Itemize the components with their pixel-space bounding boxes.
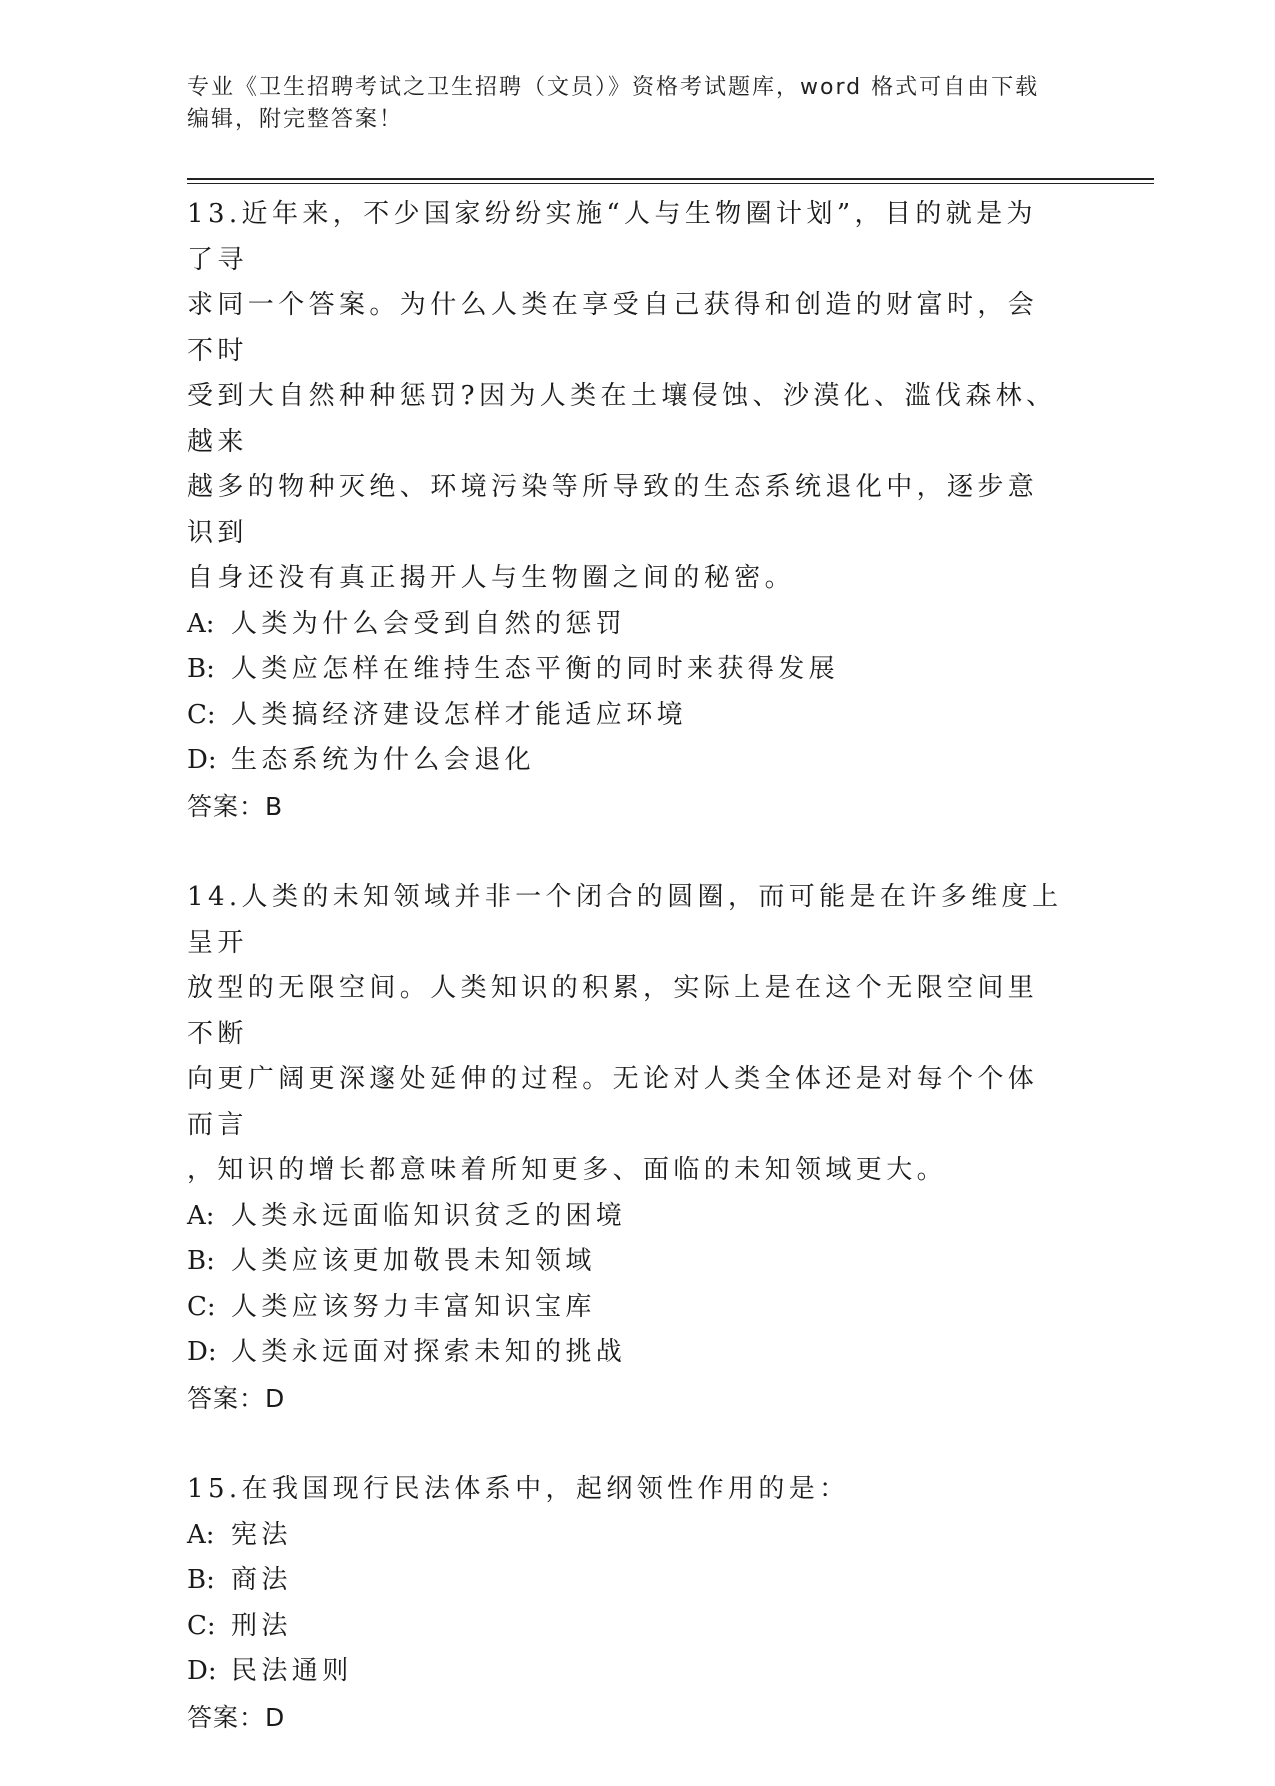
option-letter: A: [187,608,215,639]
option-text: 人类搞经济建设怎样才能适应环境 [231,699,688,730]
option-d [187,738,1067,784]
option-c [187,1285,1067,1331]
option-b [187,1239,1067,1285]
option-b [187,647,1067,693]
option-b [187,1558,1067,1604]
option-letter: D: [187,1337,217,1367]
header-line-2: 编辑，附完整答案！ [187,107,404,132]
question-stem-line: 求同一个答案。为什么人类在享受自己获得和创造的财富时，会不时 [187,290,1039,366]
option-d [187,1649,1067,1695]
option-letter: C: [187,1291,216,1322]
option-text: 人类永远面对探索未知的挑战 [231,1337,627,1367]
document-header [187,72,1067,136]
option-letter: B: [187,1246,215,1276]
question-stem-line: 14.人类的未知领域并非一个闭合的圆圈，而可能是在许多维度上呈开 [187,882,1063,958]
option-letter: A: [187,1200,215,1231]
option-letter: A: [187,1519,215,1550]
question-stem-line: 受到大自然种种惩罚?因为人类在土壤侵蚀、沙漠化、滥伐森林、越来 [187,381,1057,457]
option-d [187,1330,1067,1376]
option-c [187,1604,1067,1650]
option-text: 刑法 [231,1610,292,1641]
option-c [187,693,1067,739]
option-text: 人类应该努力丰富知识宝库 [231,1291,596,1322]
question-stem-line: 自身还没有真正揭开人与生物圈之间的秘密。 [187,563,796,593]
option-a [187,1513,1067,1559]
option-text: 人类应该更加敬畏未知领域 [231,1246,596,1276]
question-13 [187,192,1067,829]
option-text: 人类为什么会受到自然的惩罚 [231,608,627,639]
question-15 [187,1467,1067,1740]
option-letter: D: [187,745,217,775]
option-letter: D: [187,1656,217,1686]
question-stem-line: ，知识的增长都意味着所知更多、面临的未知领域更大。 [187,1155,948,1185]
question-14 [187,875,1067,1421]
answer-line: 答案：D [187,1702,286,1732]
option-text: 宪法 [231,1519,292,1550]
option-letter: B: [187,1565,215,1595]
question-stem-line: 13.近年来，不少国家纷纷实施“人与生物圈计划”，目的就是为了寻 [187,199,1037,275]
option-text: 人类应怎样在维持生态平衡的同时来获得发展 [231,654,840,684]
question-stem-line: 放型的无限空间。人类知识的积累，实际上是在这个无限空间里不断 [187,973,1039,1049]
question-list [187,192,1067,1786]
question-stem-line: 越多的物种灭绝、环境污染等所导致的生态系统退化中，逐步意识到 [187,472,1039,548]
option-letter: B: [187,654,215,684]
header-line-1: 专业《卫生招聘考试之卫生招聘（文员）》资格考试题库，word 格式可自由下载 [187,75,1040,100]
option-a [187,1194,1067,1240]
answer-line: 答案：D [187,1383,286,1413]
option-letter: C: [187,1610,216,1641]
option-text: 人类永远面临知识贫乏的困境 [231,1200,627,1231]
option-text: 生态系统为什么会退化 [231,745,536,775]
option-text: 商法 [231,1565,292,1595]
question-stem-line: 15.在我国现行民法体系中，起纲领性作用的是： [187,1474,850,1504]
header-rule-thin [187,183,1154,184]
option-text: 民法通则 [231,1656,353,1686]
header-rule-thick [187,178,1154,180]
option-letter: C: [187,699,216,730]
answer-line: 答案：B [187,791,284,821]
option-a [187,602,1067,648]
question-stem-line: 向更广阔更深邃处延伸的过程。无论对人类全体还是对每个个体而言 [187,1064,1039,1140]
